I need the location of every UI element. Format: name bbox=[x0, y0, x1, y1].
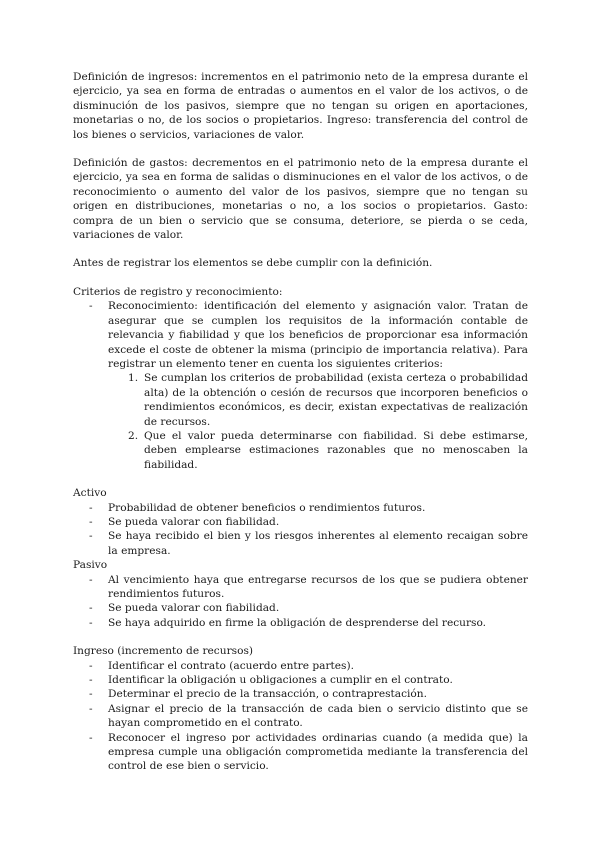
list-item bbox=[73, 659, 528, 673]
activo-list bbox=[73, 501, 528, 559]
heading-ingreso: Ingreso (incremento de recursos) bbox=[73, 645, 254, 658]
dash-bullet: - bbox=[89, 674, 93, 687]
list-item bbox=[108, 429, 528, 472]
list-item-text: Identificar el contrato (acuerdo entre partes). bbox=[108, 659, 354, 672]
pasivo-list bbox=[73, 573, 528, 631]
list-item-text: Se pueda valorar con fiabilidad. bbox=[108, 515, 280, 528]
document-page bbox=[73, 70, 528, 774]
list-item bbox=[73, 299, 528, 472]
list-item-text: Probabilidad de obtener beneficios o rendimientos futuros. bbox=[108, 501, 426, 514]
paragraph-antes-registrar: Antes de registrar los elementos se debe cumplir con la definición. bbox=[73, 257, 433, 270]
list-item-text: Determinar el precio de la transacción, o contraprestación. bbox=[108, 688, 427, 701]
list-item bbox=[73, 601, 528, 615]
criterios-item-text: Reconocimiento: identificación del elemento y asignación valor. Tratan de asegurar que se cumplen los requisitos de la información contable de relevancia y fiabilidad y que los beneficios de proporcionar esa información excede el coste de obtener la misma (principio de importancia relativa). Para registrar un elemento tener en cuenta los siguientes criterios: bbox=[108, 300, 528, 370]
list-item bbox=[73, 501, 528, 515]
heading-criterios: Criterios de registro y reconocimiento: bbox=[73, 285, 283, 298]
dash-bullet: - bbox=[89, 602, 93, 615]
dash-bullet: - bbox=[89, 530, 93, 543]
list-item bbox=[73, 702, 528, 731]
list-item-text: Al vencimiento haya que entregarse recursos de los que se pudiera obtener rendimientos futuros. bbox=[108, 573, 528, 600]
paragraph-gastos-definition: Definición de gastos: decrementos en el patrimonio neto de la empresa durante el ejercicio, ya sea en forma de salidas o disminuciones en el valor de los activos, o de reconocimiento o aumento del valor de los pasivos, siempre que no tengan su origen en distribuciones, monetarias o no, a los socios o propietarios. Gasto: compra de un bien o servicio que se consuma, deteriore, se pierda o se ceda, variaciones de valor. bbox=[73, 157, 528, 242]
ingreso-list bbox=[73, 659, 528, 774]
list-item-text: Asignar el precio de la transacción de cada bien o servicio distinto que se hayan comprometido en el contrato. bbox=[108, 702, 528, 730]
dash-bullet: - bbox=[89, 731, 93, 744]
list-item-text: Identificar la obligación u obligaciones a cumplir en el contrato. bbox=[108, 674, 453, 687]
dash-bullet: - bbox=[89, 573, 93, 586]
heading-pasivo: Pasivo bbox=[73, 559, 108, 572]
dash-bullet: - bbox=[89, 616, 93, 629]
dash-bullet: - bbox=[89, 300, 93, 313]
dash-bullet: - bbox=[89, 688, 93, 701]
list-number: 1. bbox=[128, 372, 139, 385]
dash-bullet: - bbox=[89, 702, 93, 715]
list-item-text: Se haya recibido el bien y los riesgos inherentes al elemento recaigan sobre la empresa. bbox=[108, 530, 528, 557]
list-item-text: Se haya adquirido en firme la obligación de desprenderse del recurso. bbox=[108, 616, 487, 629]
list-item bbox=[73, 731, 528, 774]
list-item bbox=[73, 687, 528, 701]
list-item-text: Que el valor pueda determinarse con fiabilidad. Si debe estimarse, deben emplearse estimaciones razonables que no menoscaben la fiabilidad. bbox=[144, 429, 528, 471]
paragraph-ingresos-definition: Definición de ingresos: incrementos en el patrimonio neto de la empresa durante el ejercicio, ya sea en forma de entradas o aumentos en el valor de los activos, o de disminución de los pasivos, siempre que no tengan su origen en aportaciones, monetarias o no, de los socios o propietarios. Ingreso: transferencia del control de los bienes o servicios, variaciones de valor. bbox=[73, 71, 528, 141]
list-item-text: Reconocer el ingreso por actividades ordinarias cuando (a medida que) la empresa cumple una obligación comprometida mediante la transferencia del control de ese bien o servicio. bbox=[108, 731, 528, 773]
list-item bbox=[73, 529, 528, 558]
list-number: 2. bbox=[128, 429, 139, 442]
list-item-text: Se pueda valorar con fiabilidad. bbox=[108, 602, 280, 615]
list-item bbox=[73, 616, 528, 630]
list-item bbox=[108, 371, 528, 429]
list-item-text: Se cumplan los criterios de probabilidad (exista certeza o probabilidad alta) de la obtención o cesión de recursos que incorporen beneficios o rendimientos económicos, es decir, existan expectativas de realización de recursos. bbox=[144, 372, 528, 428]
list-item bbox=[73, 573, 528, 602]
list-item bbox=[73, 673, 528, 687]
list-item bbox=[73, 515, 528, 529]
heading-activo: Activo bbox=[73, 487, 107, 500]
criterios-numbered-list bbox=[108, 371, 528, 472]
dash-bullet: - bbox=[89, 659, 93, 672]
criterios-list bbox=[73, 299, 528, 472]
dash-bullet: - bbox=[89, 515, 93, 528]
dash-bullet: - bbox=[89, 501, 93, 514]
